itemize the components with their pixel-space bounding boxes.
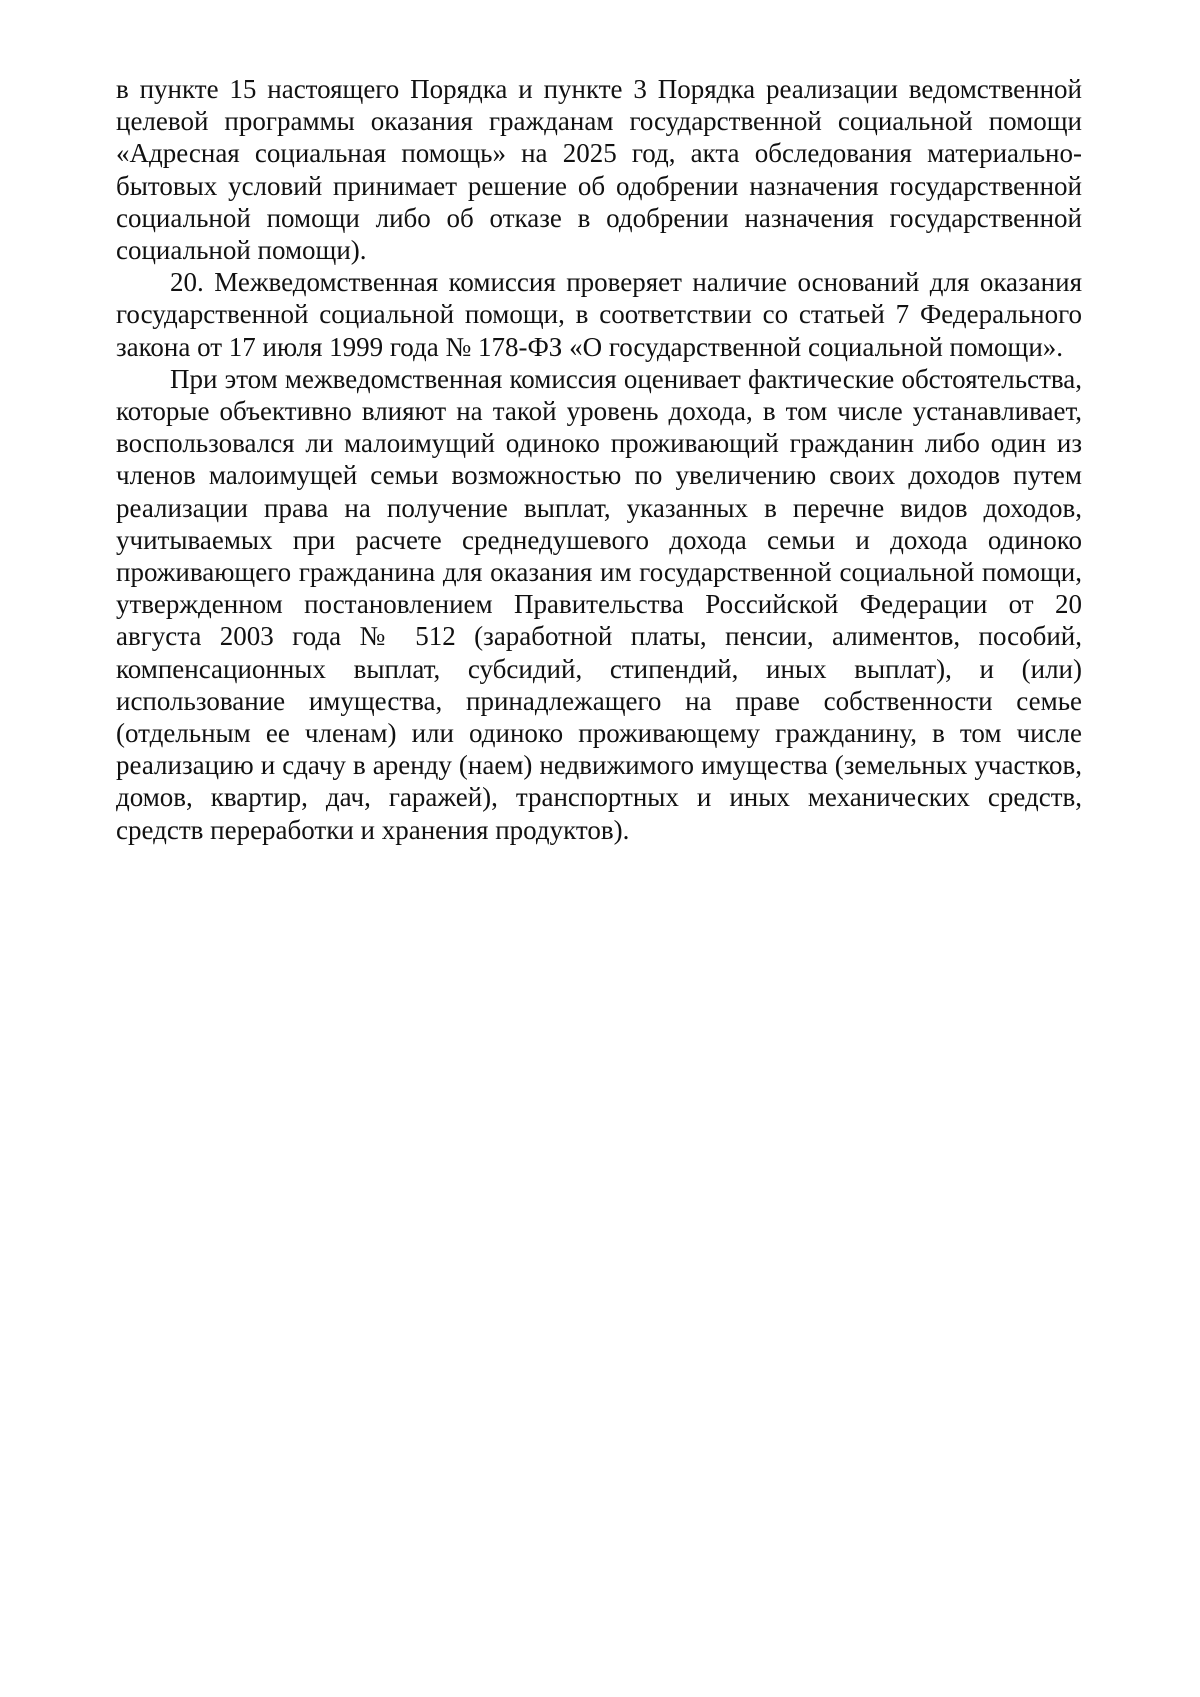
document-body <box>116 73 1082 846</box>
paragraph-continuation: в пункте 15 настоящего Порядка и пункте 3 Порядка реализации ведомственной целевой программы оказания гражданам государственной социальной помощи «Адресная социальная помощь» на 2025 год, акта обследования материально-бытовых условий принимает решение об одобрении назначения государственной социальной помощи либо об отказе в одобрении назначения государственной социальной помощи). <box>116 74 1082 266</box>
paragraph-item-20-detail: При этом межведомственная комиссия оценивает фактические обстоятельства, которые объективно влияют на такой уровень дохода, в том числе устанавливает, воспользовался ли малоимущий одиноко проживающий гражданин либо один из членов малоимущей семьи возможностью по увеличению своих доходов путем реализации права на получение выплат, указанных в перечне видов доходов, учитываемых при расчете среднедушевого дохода семьи и дохода одиноко проживающего гражданина для оказания им государственной социальной помощи, утвержденном постановлением Правительства Российской Федерации от 20 августа 2003 года № 512 (заработной платы, пенсии, алиментов, пособий, компенсационных выплат, субсидий, стипендий, иных выплат), и (или) использование имущества, принадлежащего на праве собственности семье (отдельным ее членам) или одиноко проживающему гражданину, в том числе реализацию и сдачу в аренду (наем) недвижимого имущества (земельных участков, домов, квартир, дач, гаражей), транспортных и иных механических средств, средств переработки и хранения продуктов). <box>116 363 1082 845</box>
paragraph-item-20: 20. Межведомственная комиссия проверяет наличие оснований для оказания государственной социальной помощи, в соответствии со статьей 7 Федерального закона от 17 июля 1999 года № 178-ФЗ «О государственной социальной помощи». <box>116 267 1082 362</box>
